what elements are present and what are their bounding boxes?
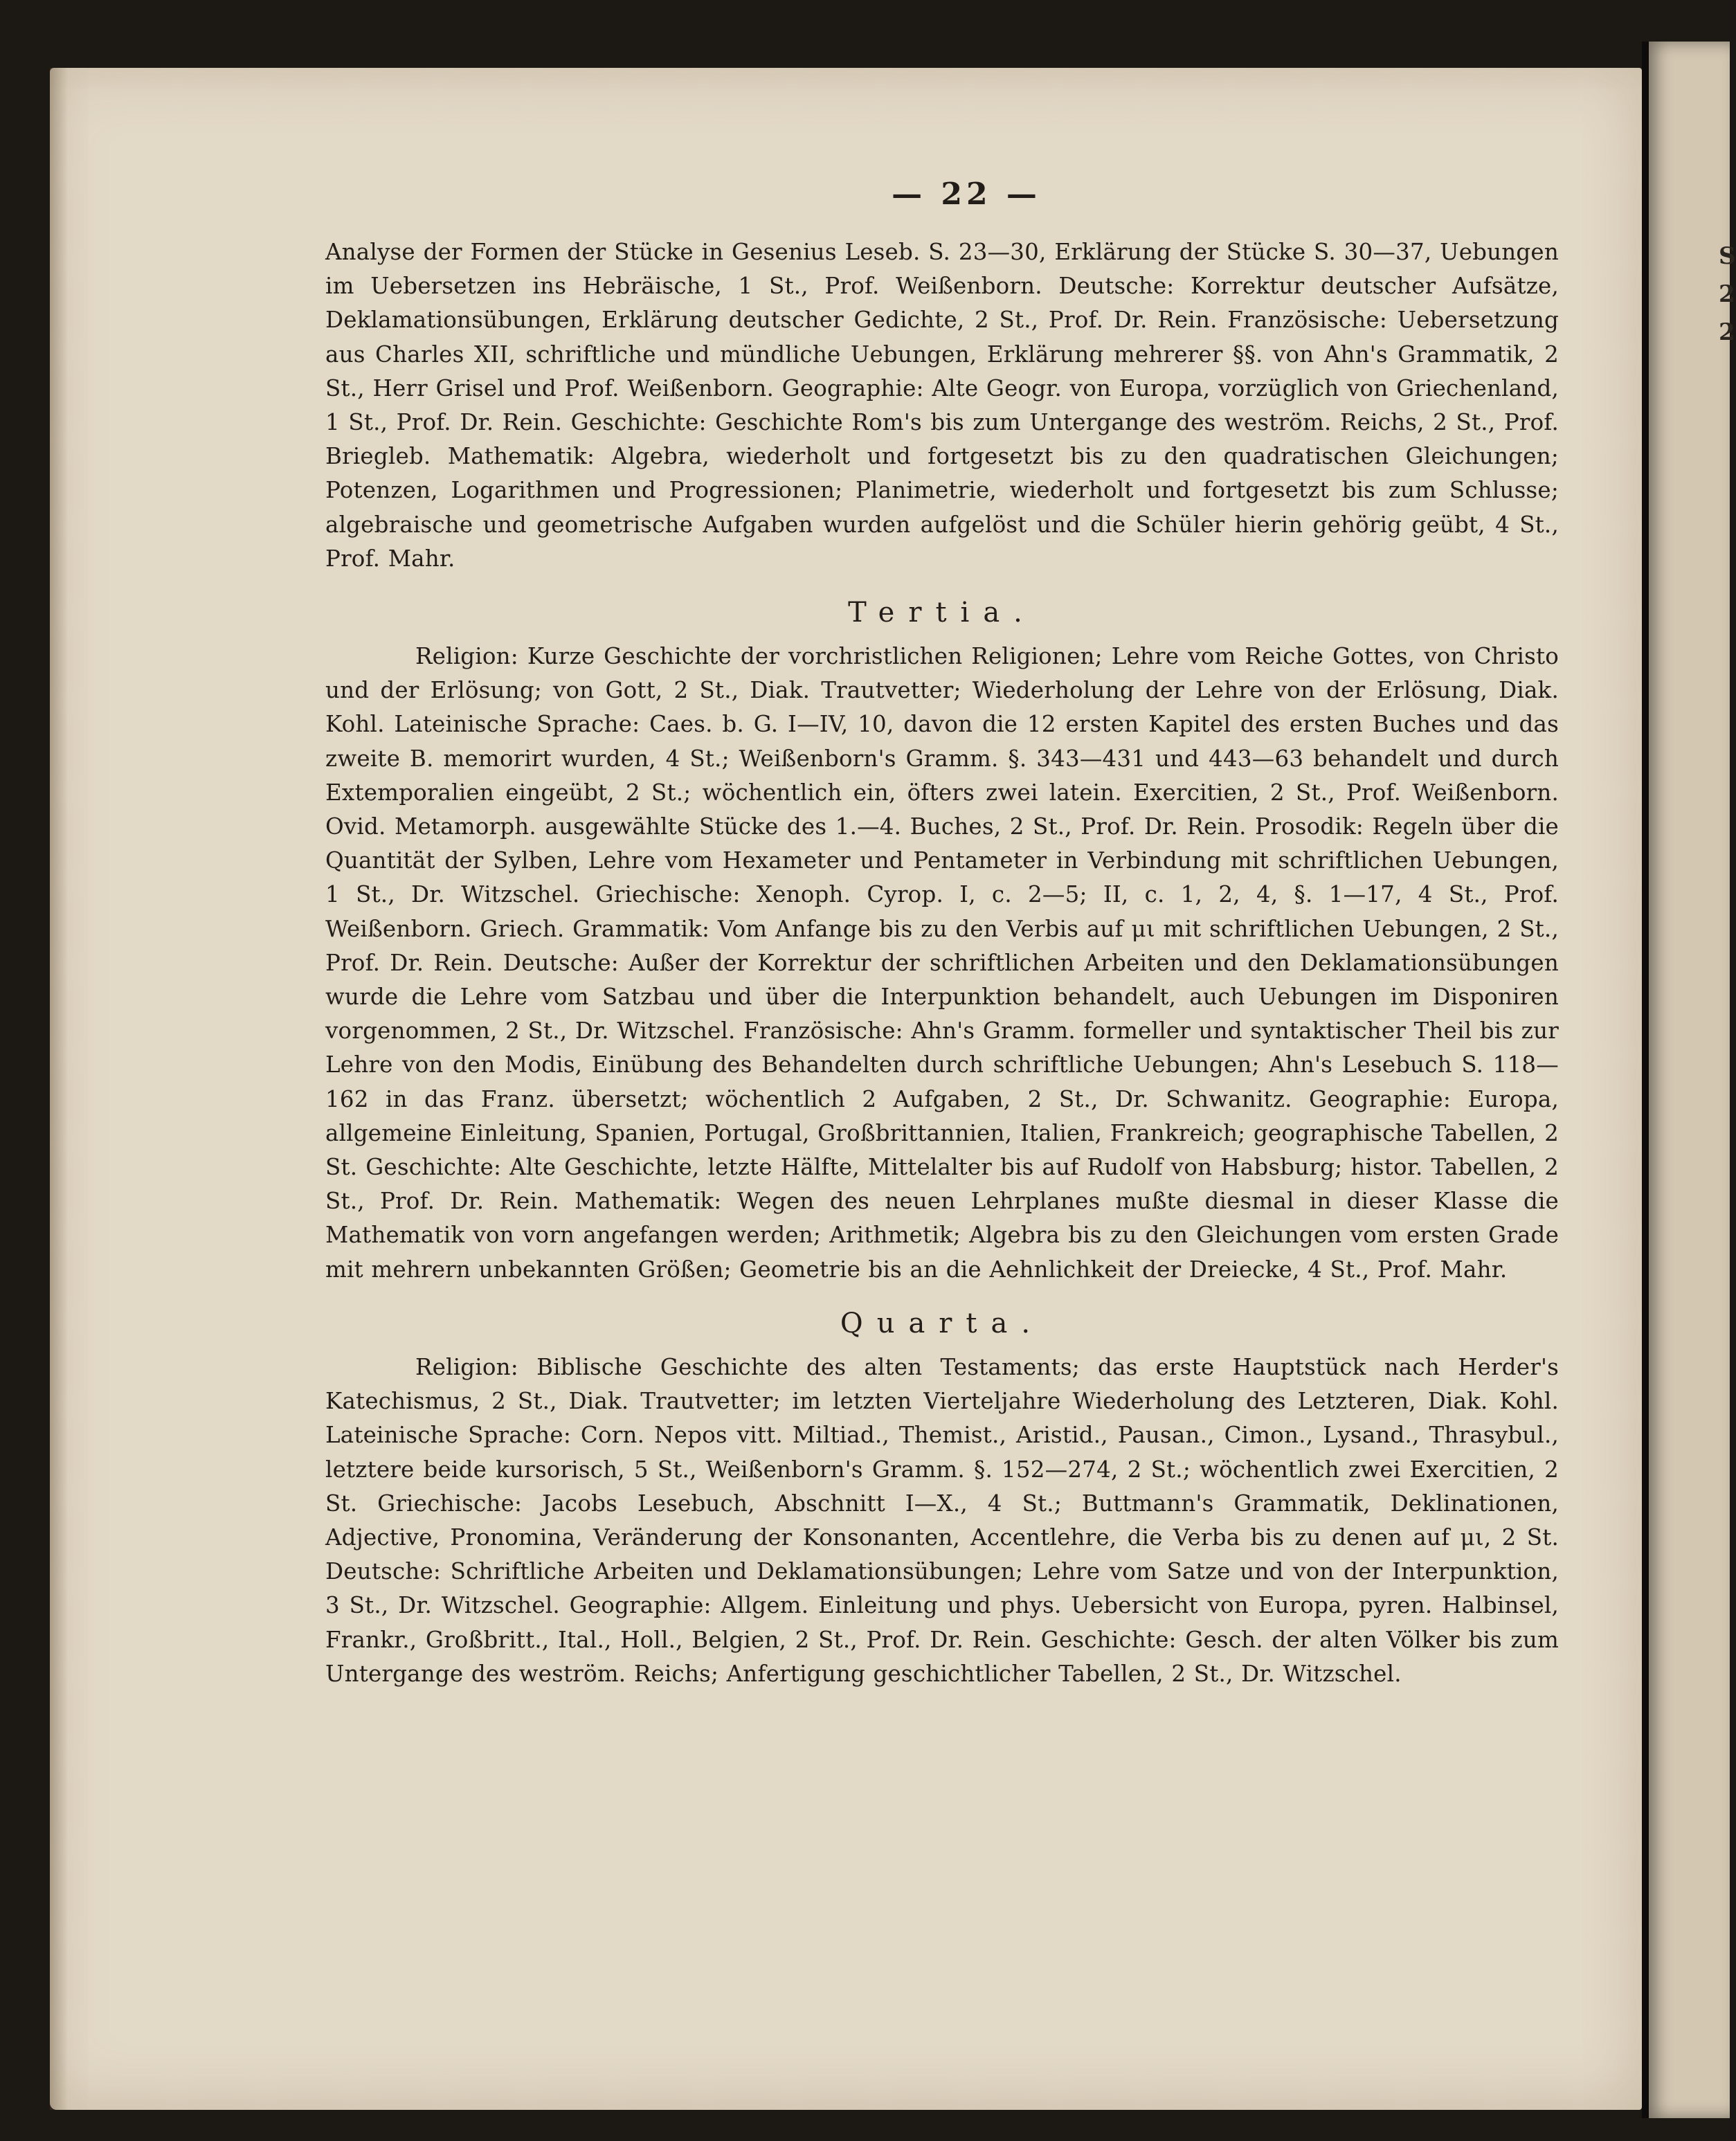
page-content xyxy=(325,177,1559,1691)
section-heading-tertia: Tertia. xyxy=(848,597,1036,629)
section-heading-quarta: Quarta. xyxy=(840,1307,1045,1339)
section-text-tertia: Religion: Kurze Geschichte der vorchristlichen Religionen; Lehre vom Reiche Gottes, von Christo und der Erlösung; von Gott, 2 St., Diak. Trautvetter; Wiederholung der Lehre von der Erlösung, Diak. Kohl. Lateinische Sprache: Caes. b. G. I—IV, 10, davon die 12 ersten Kapitel des ersten Buches und das zweite B. memorirt wurden, 4 St.; Weißenborn's Gramm. §. 343—431 und 443—63 behandelt und durch Extemporalien eingeübt, 2 St.; wöchentlich ein, öfters zwei latein. Exercitien, 2 St., Prof. Weißenborn. Ovid. Metamorph. ausgewählte Stücke des 1.—4. Buches, 2 St., Prof. Dr. Rein. Prosodik: Regeln über die Quantität der Sylben, Lehre vom Hexameter und Pentameter in Verbindung mit schriftlichen Uebungen, 1 St., Dr. Witzschel. Griechische: Xenoph. Cyrop. I, c. 2—5; II, c. 1, 2, 4, §. 1—17, 4 St., Prof. Weißenborn. Griech. Grammatik: Vom Anfange bis zu den Verbis auf μι mit schriftlichen Uebungen, 2 St., Prof. Dr. Rein. Deutsche: Außer der Korrektur der schriftlichen Arbeiten und den Deklamationsübungen wurde die Lehre vom Satzbau und über die Interpunktion behandelt, auch Uebungen im Disponiren vorgenommen, 2 St., Dr. Witzschel. Französische: Ahn's Gramm. formeller und syntaktischer Theil bis zur Lehre von den Modis, Einübung des Behandelten durch schriftliche Uebungen; Ahn's Lesebuch S. 118—162 in das Franz. übersetzt; wöchentlich 2 Aufgaben, 2 St., Dr. Schwanitz. Geographie: Europa, allgemeine Einleitung, Spanien, Portugal, Großbrittannien, Italien, Frankreich; geographische Tabellen, 2 St. Geschichte: Alte Geschichte, letzte Hälfte, Mittelalter bis auf Rudolf von Habsburg; histor. Tabellen, 2 St., Prof. Dr. Rein. Mathematik: Wegen des neuen Lehrplanes mußte diesmal in dieser Klasse die Mathematik von vorn angefangen werden; Arithmetik; Algebra bis zu den Gleichungen vom ersten Grade mit mehrern unbekannten Größen; Geometrie bis an die Aehnlichkeit der Dreiecke, 4 St., Prof. Mahr. xyxy=(325,643,1559,1283)
book-gutter xyxy=(1642,42,1649,2118)
next-page-fragment: S xyxy=(1719,242,1736,270)
section-text-quarta: Religion: Biblische Geschichte des alten Testaments; das erste Hauptstück nach Herder's Katechismus, 2 St., Diak. Trautvetter; im letzten Vierteljahre Wiederholung des Letzteren, Diak. Kohl. Lateinische Sprache: Corn. Nepos vitt. Miltiad., Themist., Aristid., Pausan., Cimon., Lysand., Thrasybul., letztere beide kursorisch, 5 St., Weißenborn's Gramm. §. 152—274, 2 St.; wöchentlich zwei Exercitien, 2 St. Griechische: Jacobs Lesebuch, Abschnitt I—X., 4 St.; Buttmann's Grammatik, Deklinationen, Adjective, Pronomina, Veränderung der Konsonanten, Accentlehre, die Verba bis zu denen auf μι, 2 St. Deutsche: Schriftliche Arbeiten und Deklamationsübungen; Lehre vom Satze und von der Interpunktion, 3 St., Dr. Witzschel. Geographie: Allgem. Einleitung und phys. Uebersicht von Europa, pyren. Halbinsel, Frankr., Großbritt., Ital., Holl., Belgien, 2 St., Prof. Dr. Rein. Geschichte: Gesch. der alten Völker bis zum Untergange des weström. Reichs; Anfertigung geschichtlicher Tabellen, 2 St., Dr. Witzschel. xyxy=(325,1353,1559,1687)
next-page-edge xyxy=(1646,42,1736,2118)
page-shadow xyxy=(50,68,68,2110)
opening-paragraph: Analyse der Formen der Stücke in Gesenius Leseb. S. 23—30, Erklärung der Stücke S. 30—37, Uebungen im Uebersetzen ins Hebräische, 1 St., Prof. Weißenborn. Deutsche: Korrektur deutscher Aufsätze, Deklamationsübungen, Erklärung deutscher Gedichte, 2 St., Prof. Dr. Rein. Französische: Uebersetzung aus Charles XII, schriftliche und mündliche Uebungen, Erklärung mehrerer §§. von Ahn's Grammatik, 2 St., Herr Grisel und Prof. Weißenborn. Geographie: Alte Geogr. von Europa, vorzüglich von Griechenland, 1 St., Prof. Dr. Rein. Geschichte: Geschichte Rom's bis zum Untergange des weström. Reichs, 2 St., Prof. Briegleb. Mathematik: Algebra, wiederholt und fortgesetzt bis zu den quadratischen Gleichungen; Potenzen, Logarithmen und Progressionen; Planimetrie, wiederholt und fortgesetzt bis zum Schlusse; algebraische und geometrische Aufgaben wurden aufgelöst und die Schüler hierin gehörig geübt, 4 St., Prof. Mahr. xyxy=(325,239,1559,572)
next-page-fragment: 2 xyxy=(1719,280,1735,308)
next-page-fragment: 2 xyxy=(1719,318,1735,346)
page-number: — 22 — xyxy=(892,177,1041,212)
